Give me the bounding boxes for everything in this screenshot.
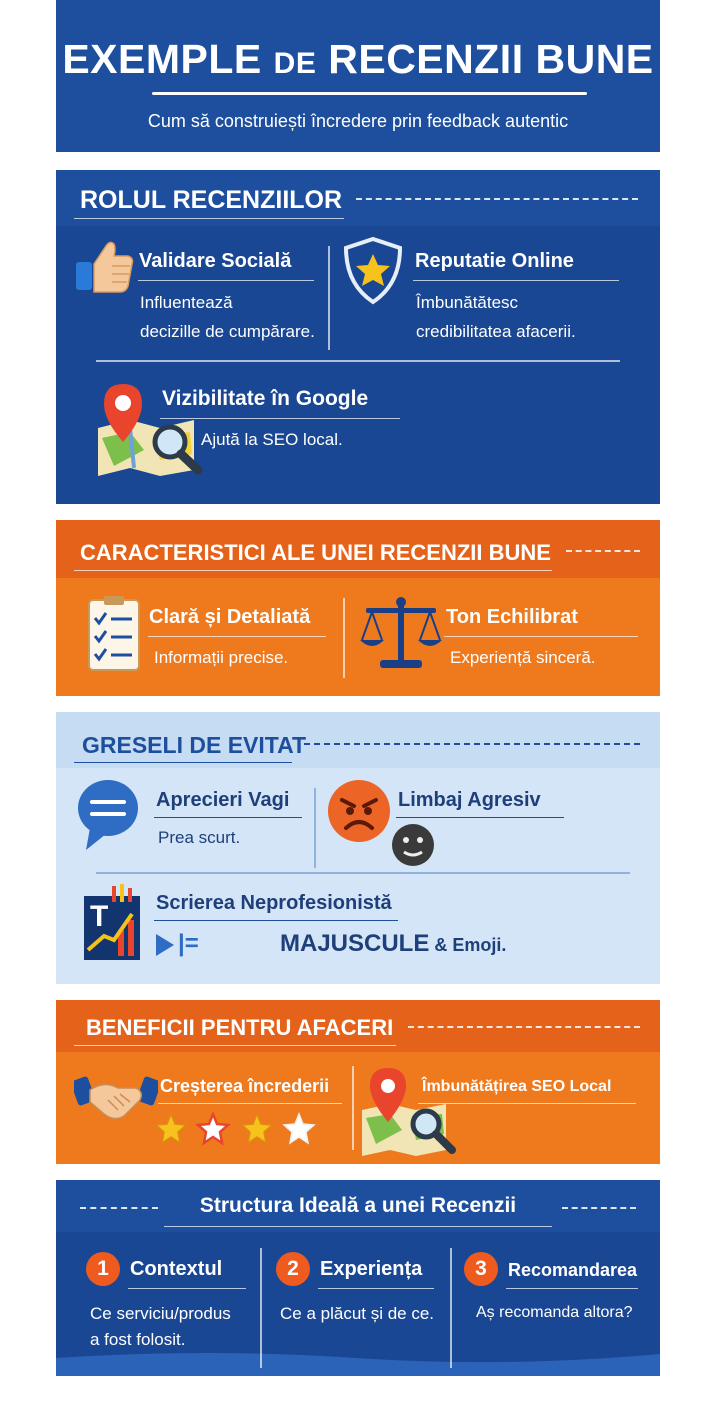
beneficii-item-2-title: Îmbunătățirea SEO Local <box>422 1078 612 1095</box>
heading-dash-right <box>562 1207 636 1209</box>
heading-dash-line <box>304 743 640 745</box>
beneficii-item-2-underline <box>418 1103 636 1104</box>
greseli-vertical-divider <box>314 788 316 868</box>
rol-item-1-desc-2: decizille de cumpărare. <box>140 322 315 341</box>
greseli-horizontal-divider <box>96 872 630 874</box>
rol-item-3-desc: Ajută la SEO local. <box>201 430 343 449</box>
page-subtitle: Cum să construiești încredere prin feedback autentic <box>147 111 569 131</box>
beneficii-item-1-title: Creșterea încrederii <box>160 1076 330 1096</box>
rol-horizontal-divider <box>96 360 620 362</box>
greseli-item-2-underline <box>396 817 564 818</box>
majuscule-text: MAJUSCULE <box>280 930 430 957</box>
step-2-title: Experiența <box>320 1258 423 1280</box>
step-3-underline <box>506 1288 638 1289</box>
step-1-title: Contextul <box>130 1258 223 1280</box>
rol-item-3-title: Vizibilitate în Google <box>162 387 369 410</box>
caract-item-2-title: Ton Echilibrat <box>446 606 578 628</box>
heading-dash-line <box>566 550 640 552</box>
title-part2: DE <box>273 47 317 80</box>
handshake-icon <box>74 1070 158 1124</box>
rol-item-2-desc-1: Îmbunătătesc <box>416 293 519 312</box>
rol-item-2-underline <box>413 280 619 281</box>
beneficii-vertical-divider <box>352 1066 354 1150</box>
equals-symbol: |= <box>178 930 199 957</box>
rol-item-1-underline <box>138 280 314 281</box>
caract-item-1-title: Clară și Detaliată <box>149 606 311 628</box>
step-1-desc-2: a fost folosit. <box>90 1330 186 1349</box>
greseli-item-1-underline <box>154 817 302 818</box>
caract-vertical-divider <box>343 598 345 678</box>
step-divider-1 <box>260 1248 262 1368</box>
page-title <box>56 36 660 83</box>
beneficii-item-1-underline <box>158 1103 342 1104</box>
heading-dash-line <box>356 198 638 200</box>
heading-underline <box>164 1226 552 1227</box>
heading-underline <box>74 762 292 763</box>
caract-item-1-desc: Informații precise. <box>154 648 289 667</box>
caract-item-2-desc: Experiență sinceră. <box>450 648 596 667</box>
section-heading-rol: ROLUL RECENZIILOR <box>80 186 343 214</box>
emoji-text: & Emoji. <box>429 935 507 955</box>
header-banner <box>56 0 660 152</box>
greseli-item-3-title: Scrierea Neprofesionistă <box>156 892 392 914</box>
section-beneficii <box>56 1000 660 1164</box>
wave-decoration <box>56 1346 660 1376</box>
step-2-number: 2 <box>276 1252 310 1286</box>
play-arrow-icon <box>154 932 176 958</box>
step-1-underline <box>128 1288 246 1289</box>
step-3-desc-1: Aș recomanda altora? <box>476 1304 633 1321</box>
heading-underline <box>74 570 552 571</box>
rol-item-1-title: Validare Socială <box>139 250 292 272</box>
section-structura <box>56 1180 660 1376</box>
shield-star-icon <box>342 236 404 306</box>
step-3-title: Recomandarea <box>508 1260 638 1280</box>
heading-underline <box>74 1045 396 1046</box>
caract-item-1-underline <box>148 636 326 637</box>
greseli-item-3-underline <box>154 920 398 921</box>
step-2-underline <box>318 1288 434 1289</box>
step-2-desc-1: Ce a plăcut și de ce. <box>280 1304 435 1323</box>
step-1-number: 1 <box>86 1252 120 1286</box>
text-chart-letter: T <box>90 900 109 933</box>
section-caracteristici <box>56 520 660 696</box>
rating-stars-icon <box>154 1112 320 1146</box>
section-heading-greseli: GRESELI DE EVITAT <box>82 732 307 758</box>
step-3-number: 3 <box>464 1252 498 1286</box>
title-part1: EXEMPLE <box>62 36 274 82</box>
rol-item-2-title: Reputatie Online <box>415 250 574 272</box>
greseli-item-3-desc <box>280 930 506 958</box>
thumbs-up-icon <box>72 236 136 296</box>
step-divider-2 <box>450 1248 452 1368</box>
angry-face-icon <box>326 778 392 844</box>
rol-item-3-underline <box>160 418 400 419</box>
greseli-item-1-title: Aprecieri Vagi <box>156 789 290 811</box>
title-underline <box>152 92 587 95</box>
title-part3: RECENZII BUNE <box>316 36 654 82</box>
section-heading-caracteristici: CARACTERISTICI ALE UNEI RECENZII BUNE <box>80 540 551 565</box>
heading-underline <box>74 218 344 219</box>
rol-item-1-desc-1: Influentează <box>140 293 233 312</box>
section-heading-beneficii: BENEFICII PENTRU AFACERI <box>86 1015 394 1040</box>
rol-vertical-divider <box>328 246 330 350</box>
rol-item-2-desc-2: credibilitatea afacerii. <box>416 322 576 341</box>
heading-dash-line <box>408 1026 640 1028</box>
greseli-item-2-title: Limbaj Agresiv <box>398 789 541 811</box>
dark-face-icon <box>390 822 436 868</box>
caract-item-2-underline <box>444 636 638 637</box>
step-1-desc-1: Ce serviciu/produs <box>90 1304 231 1323</box>
section-heading-structura: Structura Ideală a unei Recenzii <box>199 1194 517 1217</box>
balance-scale-icon <box>358 594 444 672</box>
section-rol <box>56 170 660 504</box>
greseli-item-1-desc: Prea scurt. <box>158 828 241 847</box>
section-greseli <box>56 712 660 984</box>
checklist-icon <box>86 594 142 674</box>
speech-bubble-icon <box>76 776 140 854</box>
